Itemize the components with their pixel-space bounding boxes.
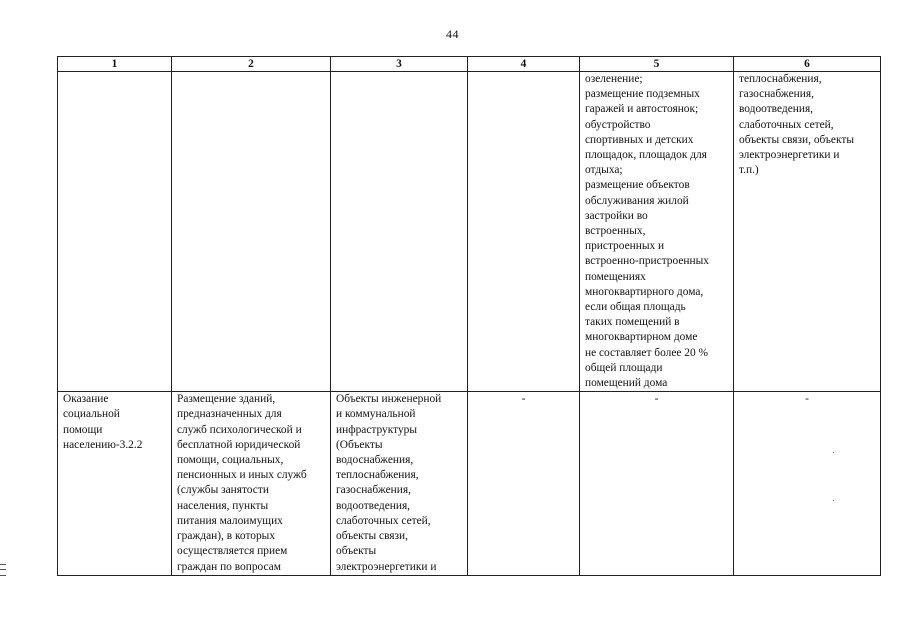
table-cell xyxy=(734,392,881,575)
cell-text: - xyxy=(654,393,659,406)
column-header-1: 1 xyxy=(58,57,172,72)
table-cell xyxy=(468,72,580,392)
table-cell xyxy=(468,392,580,575)
cell-text: Размещение зданий, предназначенных для служб психологической и бесплатной юридической помощи, социальных, пенсионных и иных служб (службы занятости населения, пункты питания малоимущих граждан), в которых осуществляется прием граждан по вопросам xyxy=(177,393,307,573)
table-cell xyxy=(331,392,468,575)
cell-text: Объекты инженерной и коммунальной инфраструктуры (Объекты водоснабжения, теплоснабжения, газоснабжения, водоотведения, слаботочных сетей, объекты связи, объекты электроэнергетики и xyxy=(336,393,442,573)
cell-text: озеленение; размещение подземных гаражей и автостоянок; обустройство спортивных и детских площадок, площадок для отдыха; размещение объектов обслуживания жилой застройки во встроенных, пристроенных и встроенно-пристроенных помещениях многоквартирного дома, если общая площадь таких помещений в многоквартирном доме не составляет более 20 % общей площади помещений дома xyxy=(585,73,709,390)
column-header-3: 3 xyxy=(331,57,468,72)
cell-text: - xyxy=(805,393,809,406)
cell-text: Оказание социальной помощи населению-3.2.2 xyxy=(63,393,143,451)
zoning-table xyxy=(57,56,881,576)
table-cell xyxy=(580,72,734,392)
table-cell xyxy=(58,392,172,575)
column-header-6: 6 xyxy=(734,57,881,72)
table-cell xyxy=(580,392,734,575)
table-row xyxy=(58,392,881,575)
column-header-2: 2 xyxy=(172,57,331,72)
table-header-row xyxy=(58,57,881,72)
column-header-5: 5 xyxy=(580,57,734,72)
scan-artifact xyxy=(0,564,6,576)
table-cell xyxy=(734,72,881,392)
column-header-4: 4 xyxy=(468,57,580,72)
cell-text: теплоснабжения, газоснабжения, водоотведения, слаботочных сетей, объекты связи, объекты электроэнергетики и т.п.) xyxy=(739,73,854,177)
table-cell xyxy=(58,72,172,392)
table-cell xyxy=(172,392,331,575)
scan-speck xyxy=(833,452,834,453)
scan-speck xyxy=(833,500,834,501)
cell-text: - xyxy=(521,393,526,406)
table-cell xyxy=(331,72,468,392)
page-number: 44 xyxy=(446,27,459,41)
table-row xyxy=(58,72,881,392)
table-cell xyxy=(172,72,331,392)
